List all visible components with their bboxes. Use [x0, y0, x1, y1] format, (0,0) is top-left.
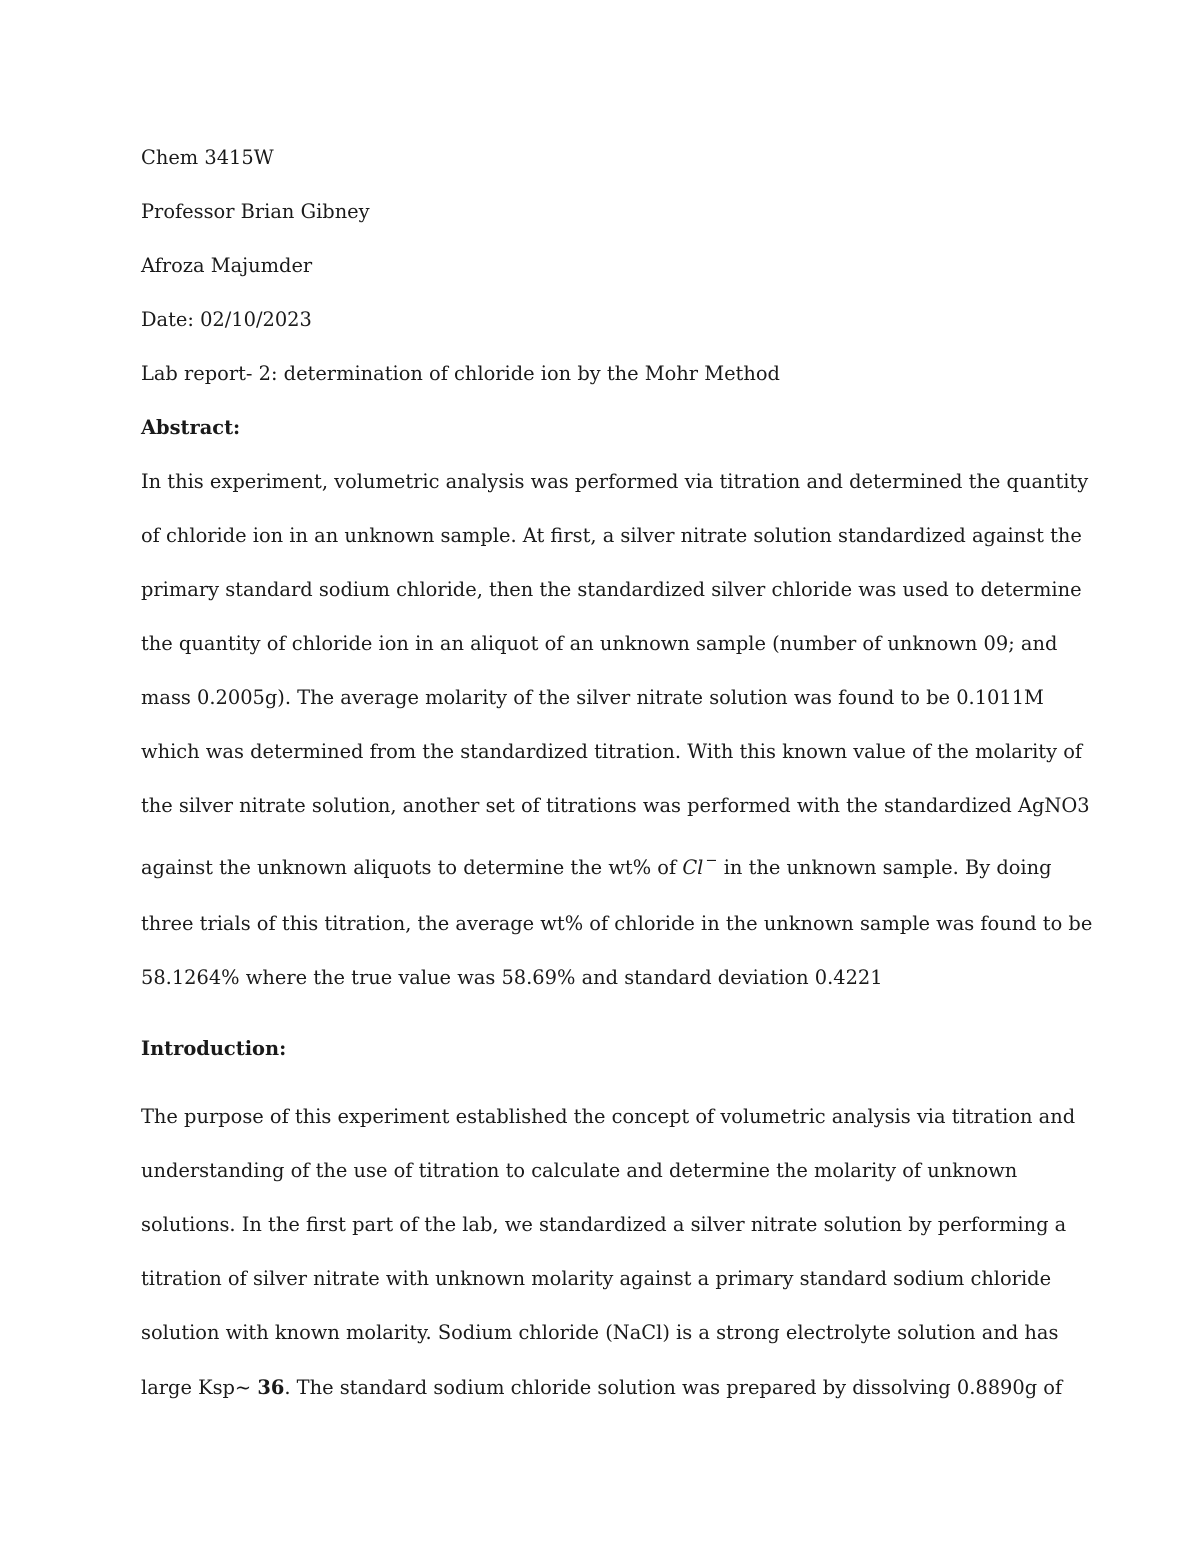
abstract-line-8-start: against the unknown aliquots to determine the wt% of	[141, 856, 683, 879]
abstract-line-8	[141, 853, 1052, 882]
report-title: Lab report- 2: determination of chloride ion by the Mohr Method	[141, 362, 780, 385]
chloride-charge: −	[705, 853, 718, 870]
intro-line-4: titration of silver nitrate with unknown molarity against a primary standard sodium chloride	[141, 1267, 1052, 1290]
intro-line-1: The purpose of this experiment established the concept of volumetric analysis via titration and	[141, 1105, 1076, 1128]
abstract-line-4: the quantity of chloride ion in an aliquot of an unknown sample (number of unknown 09; and	[141, 632, 1058, 655]
abstract-line-5: mass 0.2005g). The average molarity of the silver nitrate solution was found to be 0.1011M	[141, 686, 1044, 709]
chloride-formula: Cl	[682, 856, 704, 879]
date-line: Date: 02/10/2023	[141, 308, 312, 331]
ksp-value: 36	[257, 1376, 285, 1399]
abstract-line-2: of chloride ion in an unknown sample. At first, a silver nitrate solution standardized against the	[141, 524, 1082, 547]
intro-line-3: solutions. In the first part of the lab, we standardized a silver nitrate solution by performing a	[141, 1213, 1067, 1236]
abstract-line-8-end: in the unknown sample. By doing	[717, 856, 1052, 879]
student-line: Afroza Majumder	[141, 254, 313, 277]
abstract-line-10: 58.1264% where the true value was 58.69% and standard deviation 0.4221	[141, 966, 883, 989]
abstract-heading: Abstract:	[141, 416, 241, 439]
course-line: Chem 3415W	[141, 146, 274, 169]
abstract-line-6: which was determined from the standardized titration. With this known value of the molarity of	[141, 740, 1083, 763]
intro-line-6-start: large Ksp~	[141, 1376, 258, 1399]
intro-line-5: solution with known molarity. Sodium chloride (NaCl) is a strong electrolyte solution and has	[141, 1321, 1059, 1344]
abstract-line-9: three trials of this titration, the average wt% of chloride in the unknown sample was found to be	[141, 912, 1093, 935]
professor-line: Professor Brian Gibney	[141, 200, 370, 223]
abstract-line-3: primary standard sodium chloride, then the standardized silver chloride was used to determine	[141, 578, 1082, 601]
abstract-line-7: the silver nitrate solution, another set of titrations was performed with the standardized AgNO3	[141, 794, 1090, 817]
abstract-line-1: In this experiment, volumetric analysis was performed via titration and determined the quantity	[141, 470, 1089, 493]
introduction-heading: Introduction:	[141, 1037, 287, 1060]
intro-line-6	[141, 1376, 1062, 1400]
intro-line-2: understanding of the use of titration to calculate and determine the molarity of unknown	[141, 1159, 1018, 1182]
intro-line-6-end: . The standard sodium chloride solution was prepared by dissolving 0.8890g of	[284, 1376, 1063, 1399]
